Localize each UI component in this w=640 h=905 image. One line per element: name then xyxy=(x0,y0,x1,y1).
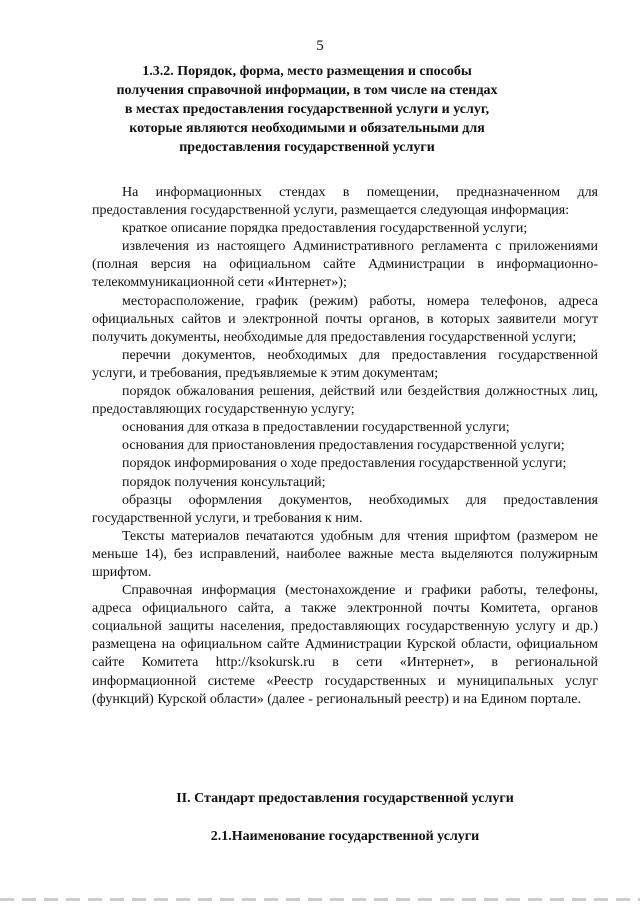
list-item: месторасположение, график (режим) работы, номера телефонов, адреса официальных сайтов и электронной почты органов, в которых заявители могут получить документы, необходимые для предоставления государственной услуги; xyxy=(92,293,598,345)
list-item: перечни документов, необходимых для предоставления государственной услуги, и требования, предъявляемые к этим документам; xyxy=(92,347,598,381)
list-item: порядок получения консультаций; xyxy=(122,474,326,490)
body-text xyxy=(92,184,598,709)
sub-heading: 2.1.Наименование государственной услуги xyxy=(210,829,480,844)
list-item: краткое описание порядка предоставления государственной услуги; xyxy=(122,221,528,237)
list-item: основания для отказа в предоставлении государственной услуги; xyxy=(122,420,510,436)
list-item: порядок информирования о ходе предоставления государственной услуги; xyxy=(122,456,567,472)
list-item: основания для приостановления предоставления государственной услуги; xyxy=(122,438,565,454)
paragraph-reference-info: Справочная информация (местонахождение и графики работы, телефоны, адреса официального сайта, а также электронной почты Комитета, органов социальной защиты населения, предоставляющих государственную услугу и др.) размещена на официальном сайте Администрации Курской области, официальном сайте Комитета http://ksokursk.ru в сети «Интернет», в региональной информационной системе «Реестр государственных и муниципальных услуг (функций) Курской области» (далее - региональный реестр) и на Едином портале. xyxy=(92,583,598,707)
scan-artifact-edge xyxy=(0,898,640,901)
paragraph-font-note: Тексты материалов печатаются удобным для чтения шрифтом (размером не меньше 14), без исправлений, наиболее важные места выделяются полужирным шрифтом. xyxy=(92,528,598,580)
list-item: извлечения из настоящего Административного регламента с приложениями (полная версия на официальном сайте Администрации в информационно-телекоммуникационной сети «Интернет»); xyxy=(92,239,598,291)
list-item: образцы оформления документов, необходимых для предоставления государственной услуги, и требования к ним. xyxy=(92,492,598,526)
chapter-heading: II. Стандарт предоставления государственной услуги xyxy=(176,791,514,806)
paragraph-intro: На информационных стендах в помещении, предназначенном для предоставления государственной услуги, размещается следующая информация: xyxy=(92,185,598,219)
list-item: порядок обжалования решения, действий или бездействия должностных лиц, предоставляющих государственную услугу; xyxy=(92,384,598,418)
page-number: 5 xyxy=(316,38,324,54)
section-heading: 1.3.2. Порядок, форма, место размещения и способы получения справочной информации, в том числе на стендах в местах предоставления государственной услуги и услуг, которые являются необходимыми и обязательными для предоставления государственной услуги xyxy=(116,64,498,155)
